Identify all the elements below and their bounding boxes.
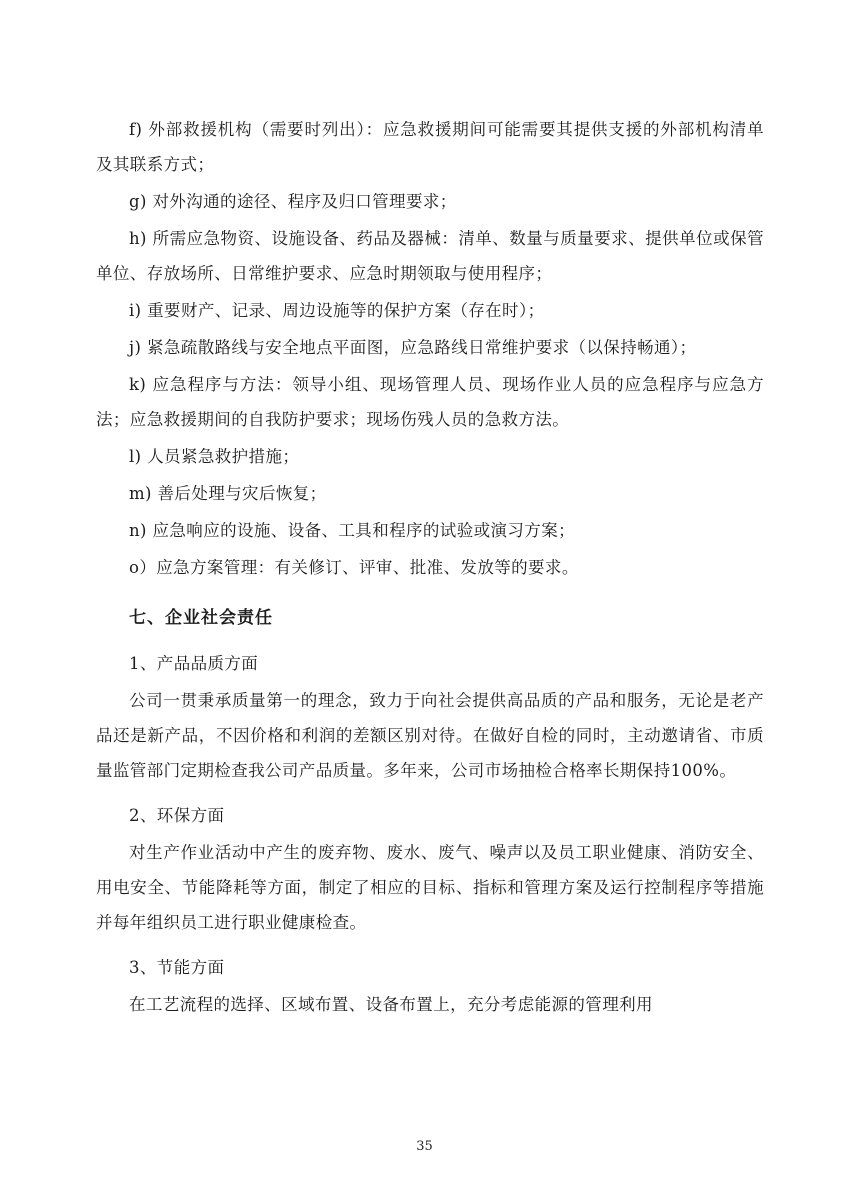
list-item: f) 外部救援机构（需要时列出）：应急救援期间可能需要其提供支援的外部机构清单及其联系方式； [96, 120, 764, 174]
list-item: h) 所需应急物资、设施设备、药品及器械：清单、数量与质量要求、提供单位或保管单位、存放场所、日常维护要求、应急时期领取与使用程序； [96, 229, 764, 283]
subsection-heading: 3、节能方面 [129, 958, 225, 977]
list-item: m) 善后处理与灾后恢复； [129, 484, 327, 503]
list-item: l) 人员紧急救护措施； [129, 447, 300, 466]
list-item: n) 应急响应的设施、设备、工具和程序的试验或演习方案； [129, 521, 576, 540]
list-item: j) 紧急疏散路线与安全地点平面图，应急路线日常维护要求（以保持畅通）； [129, 338, 697, 357]
page-number: 35 [416, 1139, 433, 1154]
subsection-body: 在工艺流程的选择、区域布置、设备布置上，充分考虑能源的管理利用 [129, 995, 653, 1014]
subsection-heading: 1、产品品质方面 [129, 654, 259, 673]
subsection-heading: 2、环保方面 [129, 806, 225, 825]
subsection-body: 对生产作业活动中产生的废弃物、废水、废气、噪声以及员工职业健康、消防安全、用电安全、节能降耗等方面，制定了相应的目标、指标和管理方案及运行控制程序等措施并每年组织员工进行职业健康检查。 [96, 843, 764, 932]
list-item: g) 对外沟通的途径、程序及归口管理要求； [129, 192, 457, 211]
subsection-body: 公司一贯秉承质量第一的理念，致力于向社会提供高品质的产品和服务，无论是老产品还是新产品，不因价格和利润的差额区别对待。在做好自检的同时，主动邀请省、市质量监管部门定期检查我公司产品质量。多年来，公司市场抽检合格率长期保持100%。 [96, 691, 764, 780]
list-item: o）应急方案管理：有关修订、评审、批准、发放等的要求。 [129, 558, 579, 577]
list-item: i) 重要财产、记录、周边设施等的保护方案（存在时）； [129, 301, 545, 320]
page-content [96, 112, 764, 1024]
list-item: k) 应急程序与方法：领导小组、现场管理人员、现场作业人员的应急程序与应急方法；应急救援期间的自我防护要求；现场伤残人员的急救方法。 [96, 375, 764, 429]
section-heading: 七、企业社会责任 [129, 608, 273, 628]
